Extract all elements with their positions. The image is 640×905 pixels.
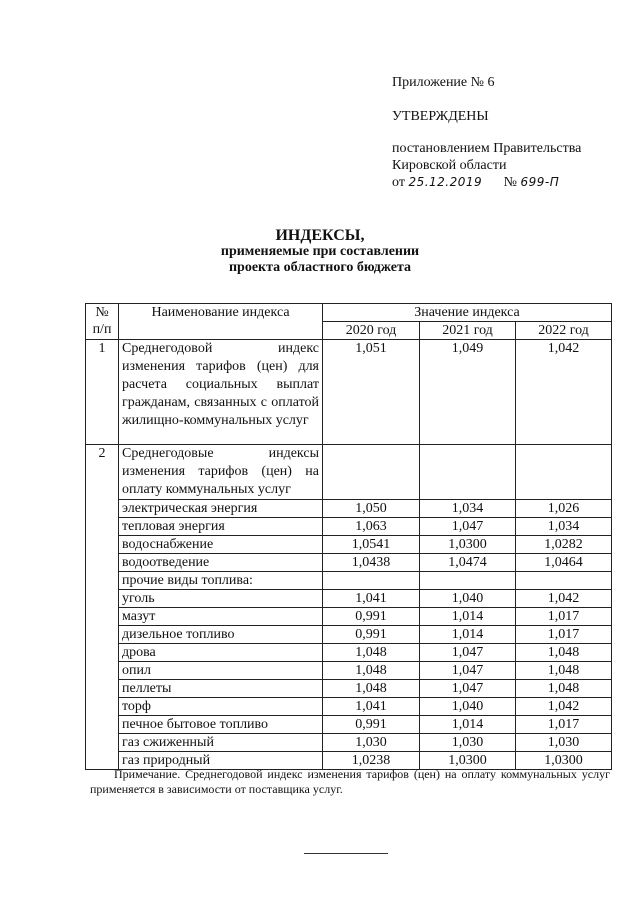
value-2020: 1,048 (323, 644, 420, 662)
row-name: мазут (119, 608, 323, 626)
col-name-header: Наименование индекса (119, 304, 323, 340)
row-name: дрова (119, 644, 323, 662)
heading-line-3: проекта областного бюджета (228, 260, 412, 275)
heading-line-2: применяемые при составлении (220, 244, 420, 259)
year-2022-header: 2022 год (516, 322, 612, 340)
value-empty (420, 572, 516, 590)
value-2020: 1,041 (323, 590, 420, 608)
document-heading (0, 228, 640, 276)
value-empty (323, 572, 420, 590)
table-row (86, 662, 612, 680)
value-2020: 1,0541 (323, 536, 420, 554)
table-row (86, 500, 612, 518)
row-name: тепловая энергия (119, 518, 323, 536)
value-2020: 1,0238 (323, 752, 420, 770)
value-2022: 1,042 (516, 590, 612, 608)
value-2020: 1,0438 (323, 554, 420, 572)
value-2021: 1,047 (420, 662, 516, 680)
value-2022: 1,030 (516, 734, 612, 752)
row-name: Среднегодовые индексы изменения тарифов (цен) на оплату коммунальных услуг (119, 445, 323, 500)
signature-rule (304, 853, 388, 854)
table-row (86, 554, 612, 572)
handwritten-date: 25.12.2019 (408, 175, 483, 189)
value-2021: 1,047 (420, 518, 516, 536)
value-2022: 1,026 (516, 500, 612, 518)
table-row (86, 626, 612, 644)
value-2022: 1,0300 (516, 752, 612, 770)
year-2021-header: 2021 год (420, 322, 516, 340)
table-row (86, 680, 612, 698)
handwritten-number: 699-П (520, 175, 560, 189)
approved-label: УТВЕРЖДЕНЫ (392, 109, 489, 124)
value-2020: 0,991 (323, 716, 420, 734)
col-num-bottom: п/п (92, 322, 112, 337)
value-2022: 1,0464 (516, 554, 612, 572)
value-2022: 1,048 (516, 644, 612, 662)
table-row (86, 445, 612, 500)
decree-date-line (392, 174, 559, 191)
value-2021: 1,014 (420, 608, 516, 626)
row-name: водоснабжение (119, 536, 323, 554)
value-2021: 1,049 (420, 340, 516, 445)
decree-line-2: Кировской области (392, 158, 507, 173)
value-2020: 0,991 (323, 608, 420, 626)
appendix-title: Приложение № 6 (392, 75, 495, 90)
table-row (86, 644, 612, 662)
value-2020: 1,030 (323, 734, 420, 752)
col-num-top: № (95, 305, 109, 320)
value-empty (323, 445, 420, 500)
table-row (86, 518, 612, 536)
value-2020: 1,050 (323, 500, 420, 518)
number-prefix: № (503, 175, 518, 190)
table-row (86, 716, 612, 734)
heading-title: ИНДЕКСЫ, (275, 227, 365, 244)
value-2021: 1,0300 (420, 752, 516, 770)
col-num-header (86, 304, 119, 340)
row-name: дизельное топливо (119, 626, 323, 644)
value-2020: 1,051 (323, 340, 420, 445)
value-2022: 1,0282 (516, 536, 612, 554)
row-number: 1 (86, 340, 119, 445)
value-2021: 1,047 (420, 680, 516, 698)
value-2020: 1,048 (323, 662, 420, 680)
row-name: газ природный (119, 752, 323, 770)
row-name: опил (119, 662, 323, 680)
row-name: водоотведение (119, 554, 323, 572)
value-2021: 1,034 (420, 500, 516, 518)
decree-line-1: постановлением Правительства (392, 141, 582, 156)
value-2021: 1,047 (420, 644, 516, 662)
value-2022: 1,034 (516, 518, 612, 536)
value-2021: 1,014 (420, 716, 516, 734)
value-2022: 1,017 (516, 626, 612, 644)
row-name: Среднегодовой индекс изменения тарифов (цен) для расчета социальных выплат гражданам, связанных с оплатой жилищно-коммунальных услуг (119, 340, 323, 445)
value-2020: 1,048 (323, 680, 420, 698)
value-2022: 1,017 (516, 608, 612, 626)
value-empty (420, 445, 516, 500)
row-number: 2 (86, 445, 119, 770)
table-row (86, 590, 612, 608)
row-name: пеллеты (119, 680, 323, 698)
index-table (85, 303, 612, 770)
value-2020: 0,991 (323, 626, 420, 644)
value-2022: 1,017 (516, 716, 612, 734)
row-name: электрическая энергия (119, 500, 323, 518)
table-row (86, 734, 612, 752)
value-2021: 1,014 (420, 626, 516, 644)
other-fuels-label: прочие виды топлива: (119, 572, 323, 590)
value-2022: 1,048 (516, 662, 612, 680)
value-empty (516, 572, 612, 590)
col-value-group-header: Значение индекса (323, 304, 612, 322)
value-2021: 1,0300 (420, 536, 516, 554)
row-name: печное бытовое топливо (119, 716, 323, 734)
value-2022: 1,042 (516, 698, 612, 716)
value-2022: 1,042 (516, 340, 612, 445)
value-2021: 1,040 (420, 590, 516, 608)
value-2021: 1,030 (420, 734, 516, 752)
table-note: Примечание. Среднегодовой индекс изменения тарифов (цен) на оплату коммунальных услуг применяется в зависимости от поставщика услуг. (90, 767, 610, 796)
value-2021: 1,0474 (420, 554, 516, 572)
value-2020: 1,041 (323, 698, 420, 716)
table-row (86, 698, 612, 716)
year-2020-header: 2020 год (323, 322, 420, 340)
value-2022: 1,048 (516, 680, 612, 698)
table-row (86, 572, 612, 590)
row-name: газ сжиженный (119, 734, 323, 752)
table-row (86, 608, 612, 626)
table-row (86, 340, 612, 445)
value-empty (516, 445, 612, 500)
row-name: уголь (119, 590, 323, 608)
row-name: торф (119, 698, 323, 716)
value-2021: 1,040 (420, 698, 516, 716)
value-2020: 1,063 (323, 518, 420, 536)
date-prefix: от (392, 175, 405, 190)
table-row (86, 536, 612, 554)
